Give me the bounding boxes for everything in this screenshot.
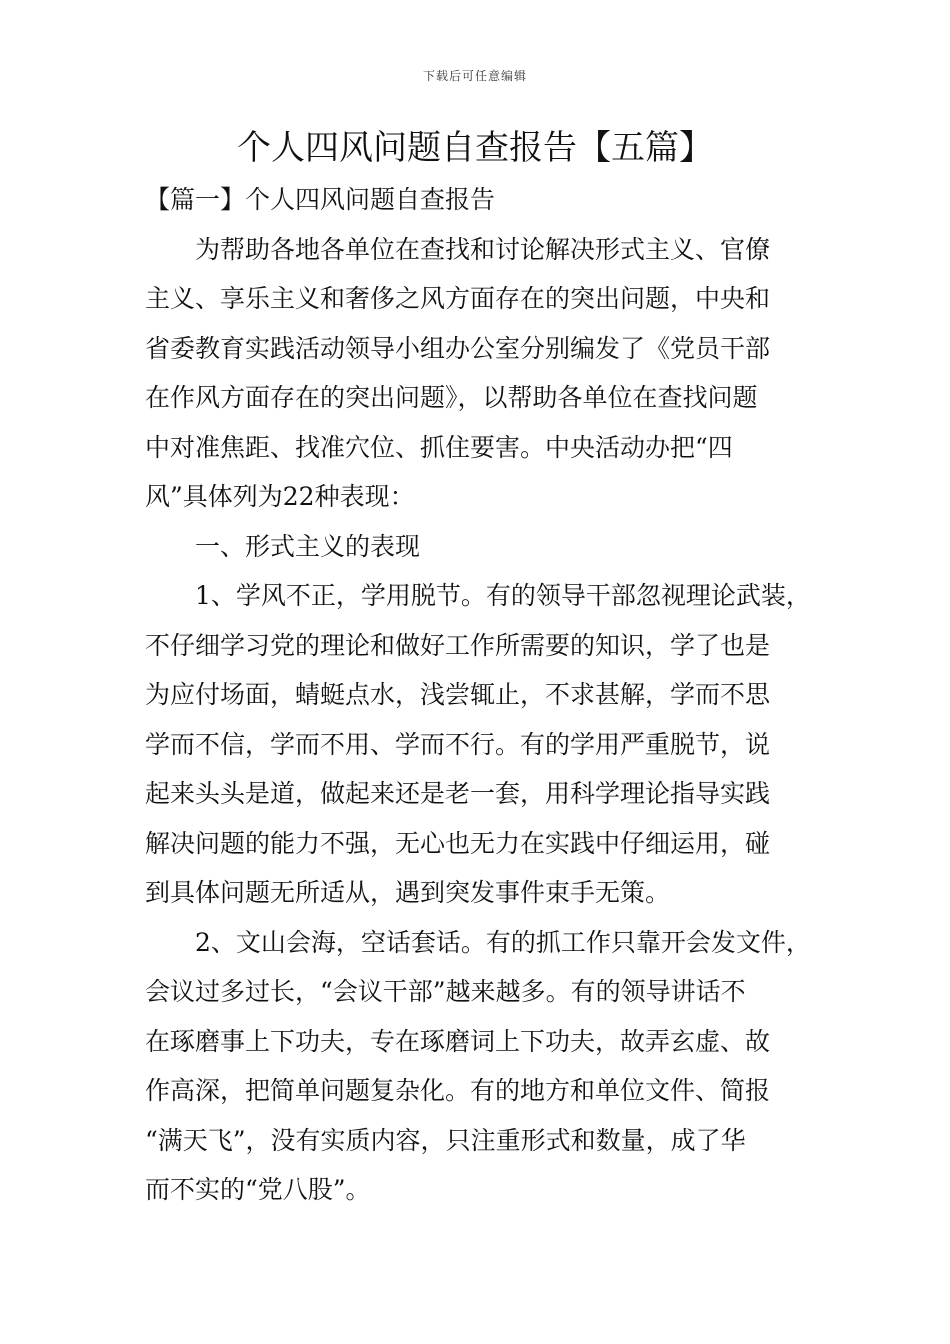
paragraph-line: 起来头头是道，做起来还是老一套，用科学理论指导实践 [145,779,771,808]
paragraph-line: 中对准焦距、找准穴位、抓住要害。中央活动办把“四 [145,432,733,462]
paragraph-line: 在作风方面存在的突出问题》，以帮助各单位在查找问题 [145,383,758,412]
paragraph-item-1 [145,571,813,918]
download-note: 下载后可任意编辑 [422,69,527,83]
section-heading-text: 【篇一】个人四风问题自查报告 [145,185,496,214]
paragraph-line: 作高深，把简单问题复杂化。有的地方和单位文件、简报 [145,1076,771,1105]
paragraph-line: “满天飞”，没有实质内容，只注重形式和数量，成了华 [145,1125,746,1155]
document-body [145,175,813,1215]
paragraph-intro [145,225,813,522]
paragraph-line: 2、文山会海，空话套话。有的抓工作只靠开会发文件， [195,927,811,957]
paragraph-line: 而不实的“党八股”。 [145,1175,371,1204]
subheading-formalism [145,522,813,572]
paragraph-line: 解决问题的能力不强，无心也无力在实践中仔细运用，碰 [145,828,771,858]
paragraph-line: 为帮助各地各单位在查找和讨论解决形式主义、官僚 [195,234,771,264]
paragraph-line: 风”具体列为22种表现： [145,482,415,511]
section-heading [145,175,813,225]
paragraph-line: 学而不信，学而不用、学而不行。有的学用严重脱节，说 [145,729,771,759]
paragraph-line: 省委教育实践活动领导小组办公室分别编发了《党员干部 [145,333,771,363]
paragraph-line: 到具体问题无所适从，遇到突发事件束手无策。 [145,878,671,907]
paragraph-line: 在琢磨事上下功夫，专在琢磨词上下功夫，故弄玄虚、故 [145,1026,771,1056]
document-title: 个人四风问题自查报告【五篇】 [237,128,713,168]
paragraph-item-2 [145,918,813,1215]
paragraph-line: 主义、享乐主义和奢侈之风方面存在的突出问题，中央和 [145,284,771,313]
paragraph-line: 1、学风不正，学用脱节。有的领导干部忽视理论武装， [195,581,811,610]
subheading-text: 一、形式主义的表现 [195,531,421,561]
paragraph-line: 会议过多过长，“会议干部”越来越多。有的领导讲话不 [145,977,746,1006]
paragraph-line: 为应付场面，蜻蜓点水，浅尝辄止，不求甚解，学而不思 [145,680,771,709]
paragraph-line: 不仔细学习党的理论和做好工作所需要的知识，学了也是 [145,630,771,660]
